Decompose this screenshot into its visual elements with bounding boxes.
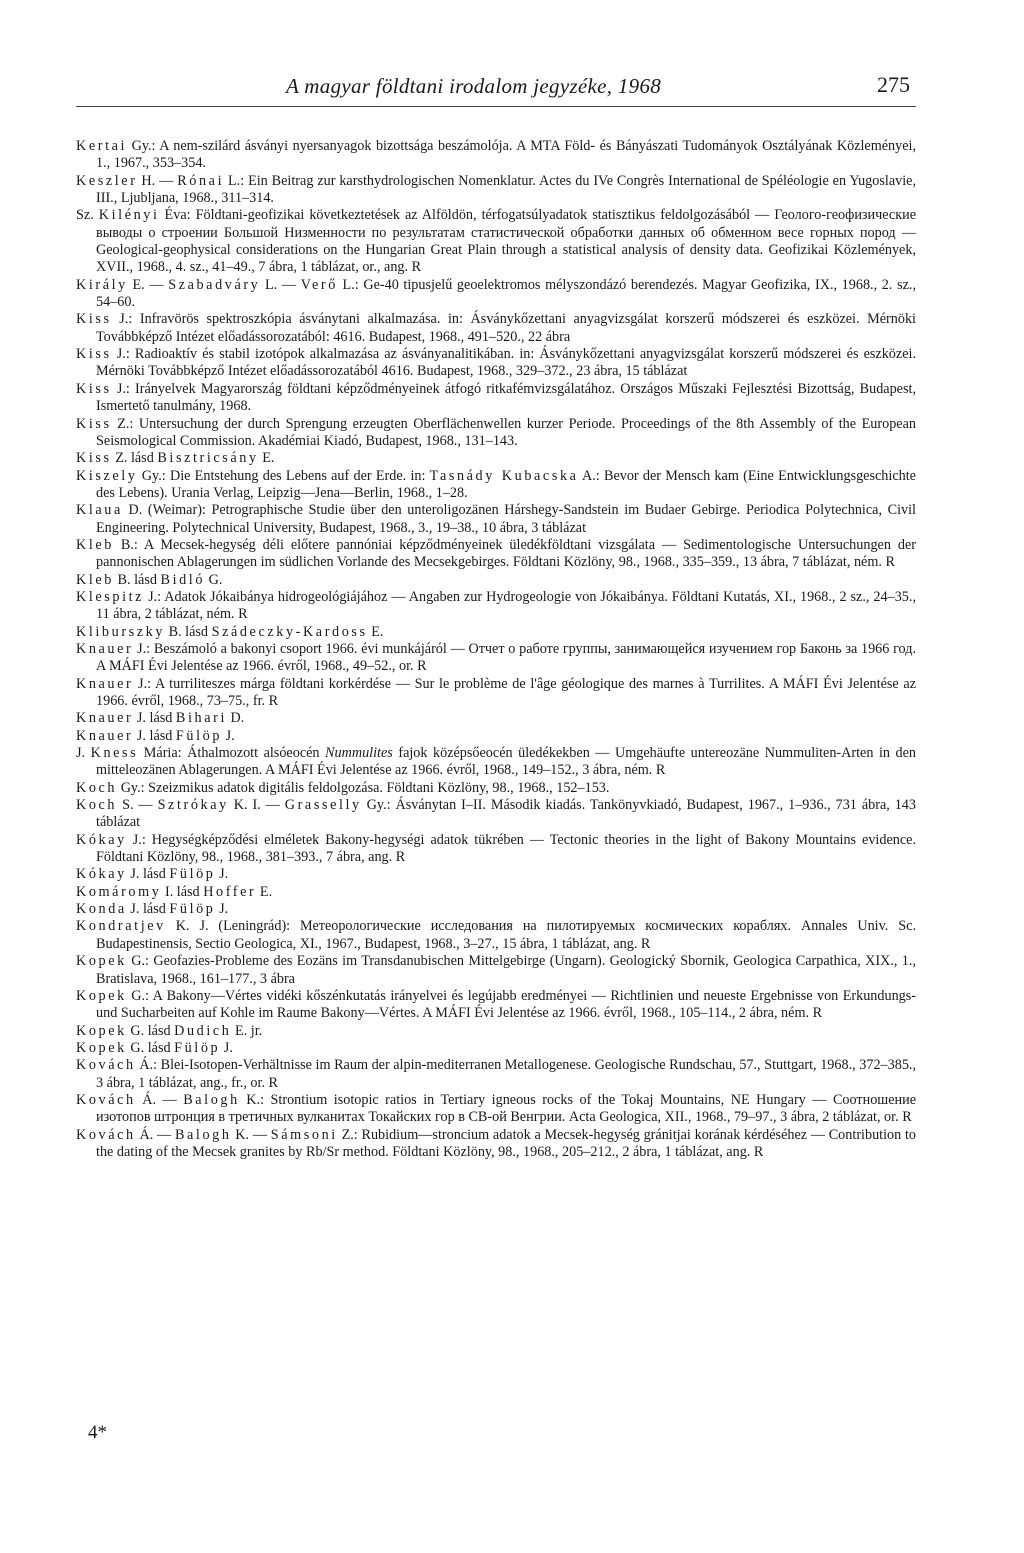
author-name: Kovách [76, 1091, 136, 1108]
entry-text: L. — [260, 276, 301, 293]
entry-text: Gy.: Szeizmikus adatok digitális feldolgozása. Földtani Közlöny, 98., 1968., 152–153. [117, 779, 610, 796]
entry-text: H. — [137, 172, 178, 189]
entry-text: J.: Adatok Jókaibánya hidrogeológiájához — Angaben zur Hydrogeologie von Jókaibánya. Földtani Kutatás, XI., 1968., 2 sz., 24–35., 11 ábra, 2 táblázat, ném. R [96, 588, 916, 623]
entry-text: B.: A Mecsek-hegység déli előtere pannóniai képződményeinek üledékföldtani vizsgálata — Sedimentologische Untersuchungen der pannonischen Ablagerungen im südlichen Vorlande des Mecsekgebirges. Földtani Közlöny, 98., 1968., 335–359., 13 ábra, 7 táblázat, ném. R [96, 536, 916, 571]
entry-text: E. — [127, 276, 169, 293]
bibliography-entry [76, 1040, 916, 1057]
entry-text: Gy.: Die Entstehung des Lebens auf der Erde. in: [137, 467, 430, 484]
author-name: Kiss [76, 346, 112, 363]
entry-text: Á. — [135, 1091, 184, 1108]
entry-text: J. [215, 866, 229, 883]
author-name: Balogh [183, 1091, 240, 1108]
running-title: A magyar földtani irodalom jegyzéke, 1968 [286, 74, 662, 98]
bibliography-entry [76, 1127, 916, 1162]
entry-text: I. lásd [161, 883, 204, 900]
author-name: Kiszely [76, 467, 138, 484]
entry-text: S. — [117, 797, 158, 814]
author-name: Bidló [160, 571, 206, 588]
author-name: Kleb [76, 571, 114, 588]
entry-text: L.: Ge-40 tipusjelű geoelektromos mélyszondázó berendezés. Magyar Geofizika, IX., 1968., 2. sz., 54–60. [96, 276, 916, 311]
author-name: Kleb [76, 536, 114, 553]
bibliography-entry [76, 537, 916, 572]
bibliography-entry [76, 138, 916, 173]
author-name: Kilényi [98, 207, 160, 224]
author-name: Kopek [76, 1022, 127, 1039]
author-name: Dudich [174, 1022, 232, 1039]
entry-text: G. lásd [126, 1039, 175, 1056]
bibliography-entry [76, 1092, 916, 1127]
author-name: Konda [76, 901, 127, 918]
bibliography-entry [76, 797, 916, 832]
entry-text: J.: Infravörös spektroszkópia ásványtani alkalmazása. in: Ásványkőzettani anyagvizsgálat korszerű módszerei és eszközei. Mérnöki Továbbképző Intézet előadássorozatából: 4616. Budapest, 1968., 491–520., 22 ábra [96, 311, 916, 345]
entry-text: J.: A turriliteszes márga földtani korkérdése — Sur le problème de l'âge géologique des marnes à Turrilites. A MÁFI Évi Jelentése az 1966. évről, 1968., 73–75., fr. R [96, 675, 916, 709]
entry-text: J. [215, 901, 229, 918]
entry-text: E. [256, 883, 273, 900]
bibliography-entry [76, 918, 916, 953]
author-name: Kliburszky [76, 623, 166, 640]
bibliography-entry [76, 450, 916, 467]
author-name: Rónai [177, 172, 225, 189]
author-name: Klespitz [76, 588, 145, 605]
author-name: Fülöp [169, 866, 216, 883]
author-name: Koch [76, 797, 118, 814]
bibliography-entry [76, 780, 916, 797]
author-name: Kiss [76, 415, 112, 432]
entry-text: Z.: Untersuchung der durch Sprengung erzeugten Oberflächenwellen kurzer Periode. Proceedings of the 8th Assembly of the European Seismological Commission. Akadémiai Kiadó, Budapest, 1968., 131–143. [96, 415, 916, 449]
entry-text: Éva: Földtani-geofizikai következtetések az Alföldön, térfogatsúlyadatok statisztikus feldolgozásából — Геолого-геофизические выводы о строении Большой Низменности по результатам статистической обработки данных об обменном весе горных пород — Geological-geophysical considerations on the Hungarian Great Plain through a statistical analysis of density data. Geofizikai Közlemények, XVII., 1968., 4. sz., 41–49., 7 ábra, 1 táblázat, or., ang. R [96, 207, 916, 276]
author-name: Kness [90, 745, 139, 762]
author-name: Koch [76, 779, 118, 796]
name-prefix: Sz. [76, 207, 99, 224]
italic-term: Nummulites [325, 745, 393, 762]
bibliography-entry [76, 381, 916, 416]
entry-text: J. lásd [133, 710, 176, 727]
entry-text: J.: Beszámoló a bakonyi csoport 1966. évi munkájáról — Отчет о работе группы, занимающейся изучением гор Баконь за 1966 год. A MÁFI Évi Jelentése az 1966. évről, 1968., 49–52., or. R [96, 640, 916, 675]
entry-text: E. [258, 450, 275, 467]
author-name: Fülöp [175, 727, 223, 744]
author-name: Szádeczky-Kardoss [211, 623, 368, 640]
author-name: Fülöp [174, 1039, 221, 1056]
author-name: Balogh [174, 1126, 232, 1143]
author-name: Szabadváry [168, 276, 261, 293]
author-name: Tasnády Kubacska [429, 467, 579, 484]
bibliography-entry [76, 832, 916, 867]
author-name: Bisztricsány [157, 450, 259, 467]
bibliography-entry [76, 277, 916, 312]
name-prefix: J. [76, 745, 91, 762]
entry-text: E. jr. [231, 1022, 263, 1039]
bibliography-entry [76, 502, 916, 537]
entry-text: Á. — [135, 1126, 175, 1143]
bibliography-entry [76, 641, 916, 676]
author-name: Komáromy [76, 883, 162, 900]
bibliography-entry [76, 710, 916, 727]
page-number: 275 [877, 72, 910, 97]
entry-text: Gy.: Ásványtan I–II. Második kiadás. Tankönyvkiadó, Budapest, 1967., 1–936., 731 ábra, 143 táblázat [96, 797, 916, 831]
author-name: Kókay [76, 831, 127, 848]
author-name: Sámsoni [270, 1126, 338, 1143]
entry-text: K. J. (Leningrád): Метеорологические исследования на пилотируемых космических кораблях. Annales Univ. Sc. Budapestinensis, Sectio Geologica, XI., 1967., Budapest, 1968., 3–27., 15 ábra, 1 táblázat, ang. R [96, 918, 916, 952]
bibliography-entry [76, 173, 916, 208]
bibliography-entry [76, 1057, 916, 1092]
bibliography-entry [76, 624, 916, 641]
entry-text: B. lásd [113, 571, 161, 588]
author-name: Hoffer [203, 883, 257, 900]
author-name: Kovách [76, 1057, 136, 1074]
author-name: Kiss [76, 311, 112, 328]
entry-text: G.: Geofazies-Probleme des Eozäns im Transdanubischen Mittelgebirge (Ungarn). Geologický Sbornik, Geologica Carpathica, XIX., 1., Bratislava, 1968., 161–177., 3 ábra [96, 953, 916, 987]
entry-text: G. [205, 571, 223, 588]
bibliography-entry [76, 572, 916, 589]
entry-text: Z. lásd [111, 450, 158, 467]
entry-text: B. lásd [165, 623, 212, 640]
author-name: Knauer [76, 727, 134, 744]
entry-text: J. lásd [126, 866, 170, 883]
entry-text: J.: Radioaktív és stabil izotópok alkalmazása az ásványanalitikában. in: Ásványkőzettani anyagvizsgálat korszerű módszerei és eszközei. Mérnöki Továbbképző Intézet előadássorozatából 4616. Budapest, 1968., 329–372., 23 ábra, 15 táblázat [96, 346, 916, 380]
author-name: Knauer [76, 640, 134, 657]
bibliography-entry [76, 468, 916, 503]
author-name: Kovách [76, 1126, 136, 1143]
entry-text: G.: A Bakony—Vértes vidéki kőszénkutatás irányelvei és legújabb eredményei — Richtlinien und neueste Ergebnisse von Erkundungs- und Sucharbeiten auf Kohle im Raume Bakony—Vértes. A MÁFI Évi Jelentése az 1966. évről, 1968., 105–114., 2 ábra, ném. R [96, 987, 916, 1022]
entry-text: A.: Bevor der Mensch kam (Eine Entwicklungsgeschichte des Lebens). Urania Verlag, Leipzig—Jena—Berlin, 1968., 1–28. [96, 467, 916, 501]
entry-text: J. [220, 1039, 233, 1056]
author-name: Kertai [76, 138, 128, 154]
author-name: Fülöp [169, 901, 216, 918]
bibliography-entry [76, 901, 916, 918]
entry-text: J. lásd [133, 727, 176, 744]
author-name: Kopek [76, 987, 127, 1004]
page-header [76, 72, 916, 107]
entry-text: L.: Ein Beitrag zur karsthydrologischen Nomenklatur. Actes du IVe Congrès International de Spéléologie en Yugoslavie, III., Ljubljana, 1968., 311–314. [96, 172, 917, 207]
author-name: Grasselly [284, 797, 362, 814]
author-name: Kopek [76, 953, 127, 970]
author-name: Bihari [175, 710, 227, 727]
entry-text: D. [226, 710, 245, 727]
entry-text: Z.: Rubidium—stroncium adatok a Mecsek-hegység gránitjai korának kérdéséhez — Contribution to the dating of the Mecsek granites by Rb/Sr method. Földtani Közlöny, 98., 1968., 205–212., 2 ábra, 1 táblázat, ang. R [96, 1126, 917, 1160]
author-name: Király [76, 276, 128, 293]
entry-text: J.: Irányelvek Magyarország földtani képződményeinek átfogó ritkafémvizsgálatához. Országos Műszaki Fejlesztési Bizottság, Budapest, Ismertető tanulmány, 1968. [96, 380, 916, 415]
author-name: Kiss [76, 450, 112, 467]
entry-text: K.: Strontium isotopic ratios in Tertiary igneous rocks of the Tokaj Mountains, NE Hungary — Соотношение изотопов штронция в третичных вулканитах Токайских гор в СВ-ой Венгрии. Acta Geologica, XII., 1968., 79–97., 3 ábra, 2 táblázat, or. R [96, 1091, 916, 1126]
entry-text: K. I. — [228, 797, 285, 814]
author-name: Verő [300, 276, 338, 293]
entry-text: D. (Weimar): Petrographische Studie über den unteroligozänen Hárshegy-Sandstein im Budaer Gebirge. Periodica Polytechnica, Civil Engineering. Polytechnical University, Budapest, 1968., 3., 19–38., 10 ábra, 3 táblázat [96, 502, 916, 536]
bibliography-entry [76, 346, 916, 381]
entry-text: J. lásd [126, 901, 170, 918]
author-name: Kopek [76, 1039, 127, 1056]
entry-text: Mária: Áthalmozott alsóeocén [138, 745, 326, 762]
bibliography-entry [76, 1023, 916, 1040]
bibliography-entry [76, 988, 916, 1023]
entry-text: K. — [231, 1126, 271, 1143]
bibliography-entry [76, 676, 916, 711]
bibliography-entry [76, 866, 916, 883]
entry-text: G. lásd [126, 1022, 175, 1039]
entry-text: J.: Hegységképződési elméletek Bakony-hegységi adatok tükrében — Tectonic theories in the light of Bakony Mountains evidence. Földtani Közlöny, 98., 1968., 381–393., 7 ábra, ang. R [96, 831, 916, 866]
author-name: Klaua [76, 502, 123, 519]
bibliography-entry [76, 589, 916, 624]
bibliography-entry [76, 207, 916, 276]
author-name: Sztrókay [157, 797, 229, 814]
author-name: Knauer [76, 710, 134, 727]
bibliography-entries [76, 138, 916, 1161]
author-name: Kiss [76, 380, 112, 397]
author-name: Keszler [76, 172, 138, 189]
bibliography-entry [76, 884, 916, 901]
author-name: Knauer [76, 675, 134, 692]
bibliography-entry [76, 745, 916, 780]
signature-mark: 4* [88, 1422, 107, 1443]
entry-text: Gy.: A nem-szilárd ásványi nyersanyagok bizottsága beszámolója. A MTA Föld- és Bányászati Tudományok Osztályának Közleményei, 1., 1967., 353–354. [96, 138, 916, 172]
bibliography-entry [76, 416, 916, 451]
entry-text: fajok középsőeocén üledékekben — Umgehäufte untereozäne Nummuliten-Arten in den mitteleozänen Ablagerungen. A MÁFI Évi Jelentése az 1966. évről, 1968., 149–152., 3 ábra, ném. R [96, 745, 916, 779]
bibliography-entry [76, 311, 916, 346]
author-name: Kondratjev [76, 918, 166, 935]
bibliography-entry [76, 728, 916, 745]
author-name: Kókay [76, 866, 127, 883]
entry-text: E. [367, 623, 384, 640]
bibliography-entry [76, 953, 916, 988]
entry-text: Á.: Blei-Isotopen-Verhältnisse im Raum der alpin-mediterranen Metallogenese. Geologische Rundschau, 57., Stuttgart, 1968., 372–385., 3 ábra, 1 táblázat, ang., fr., or. R [96, 1057, 916, 1091]
entry-text: J. [222, 727, 235, 744]
